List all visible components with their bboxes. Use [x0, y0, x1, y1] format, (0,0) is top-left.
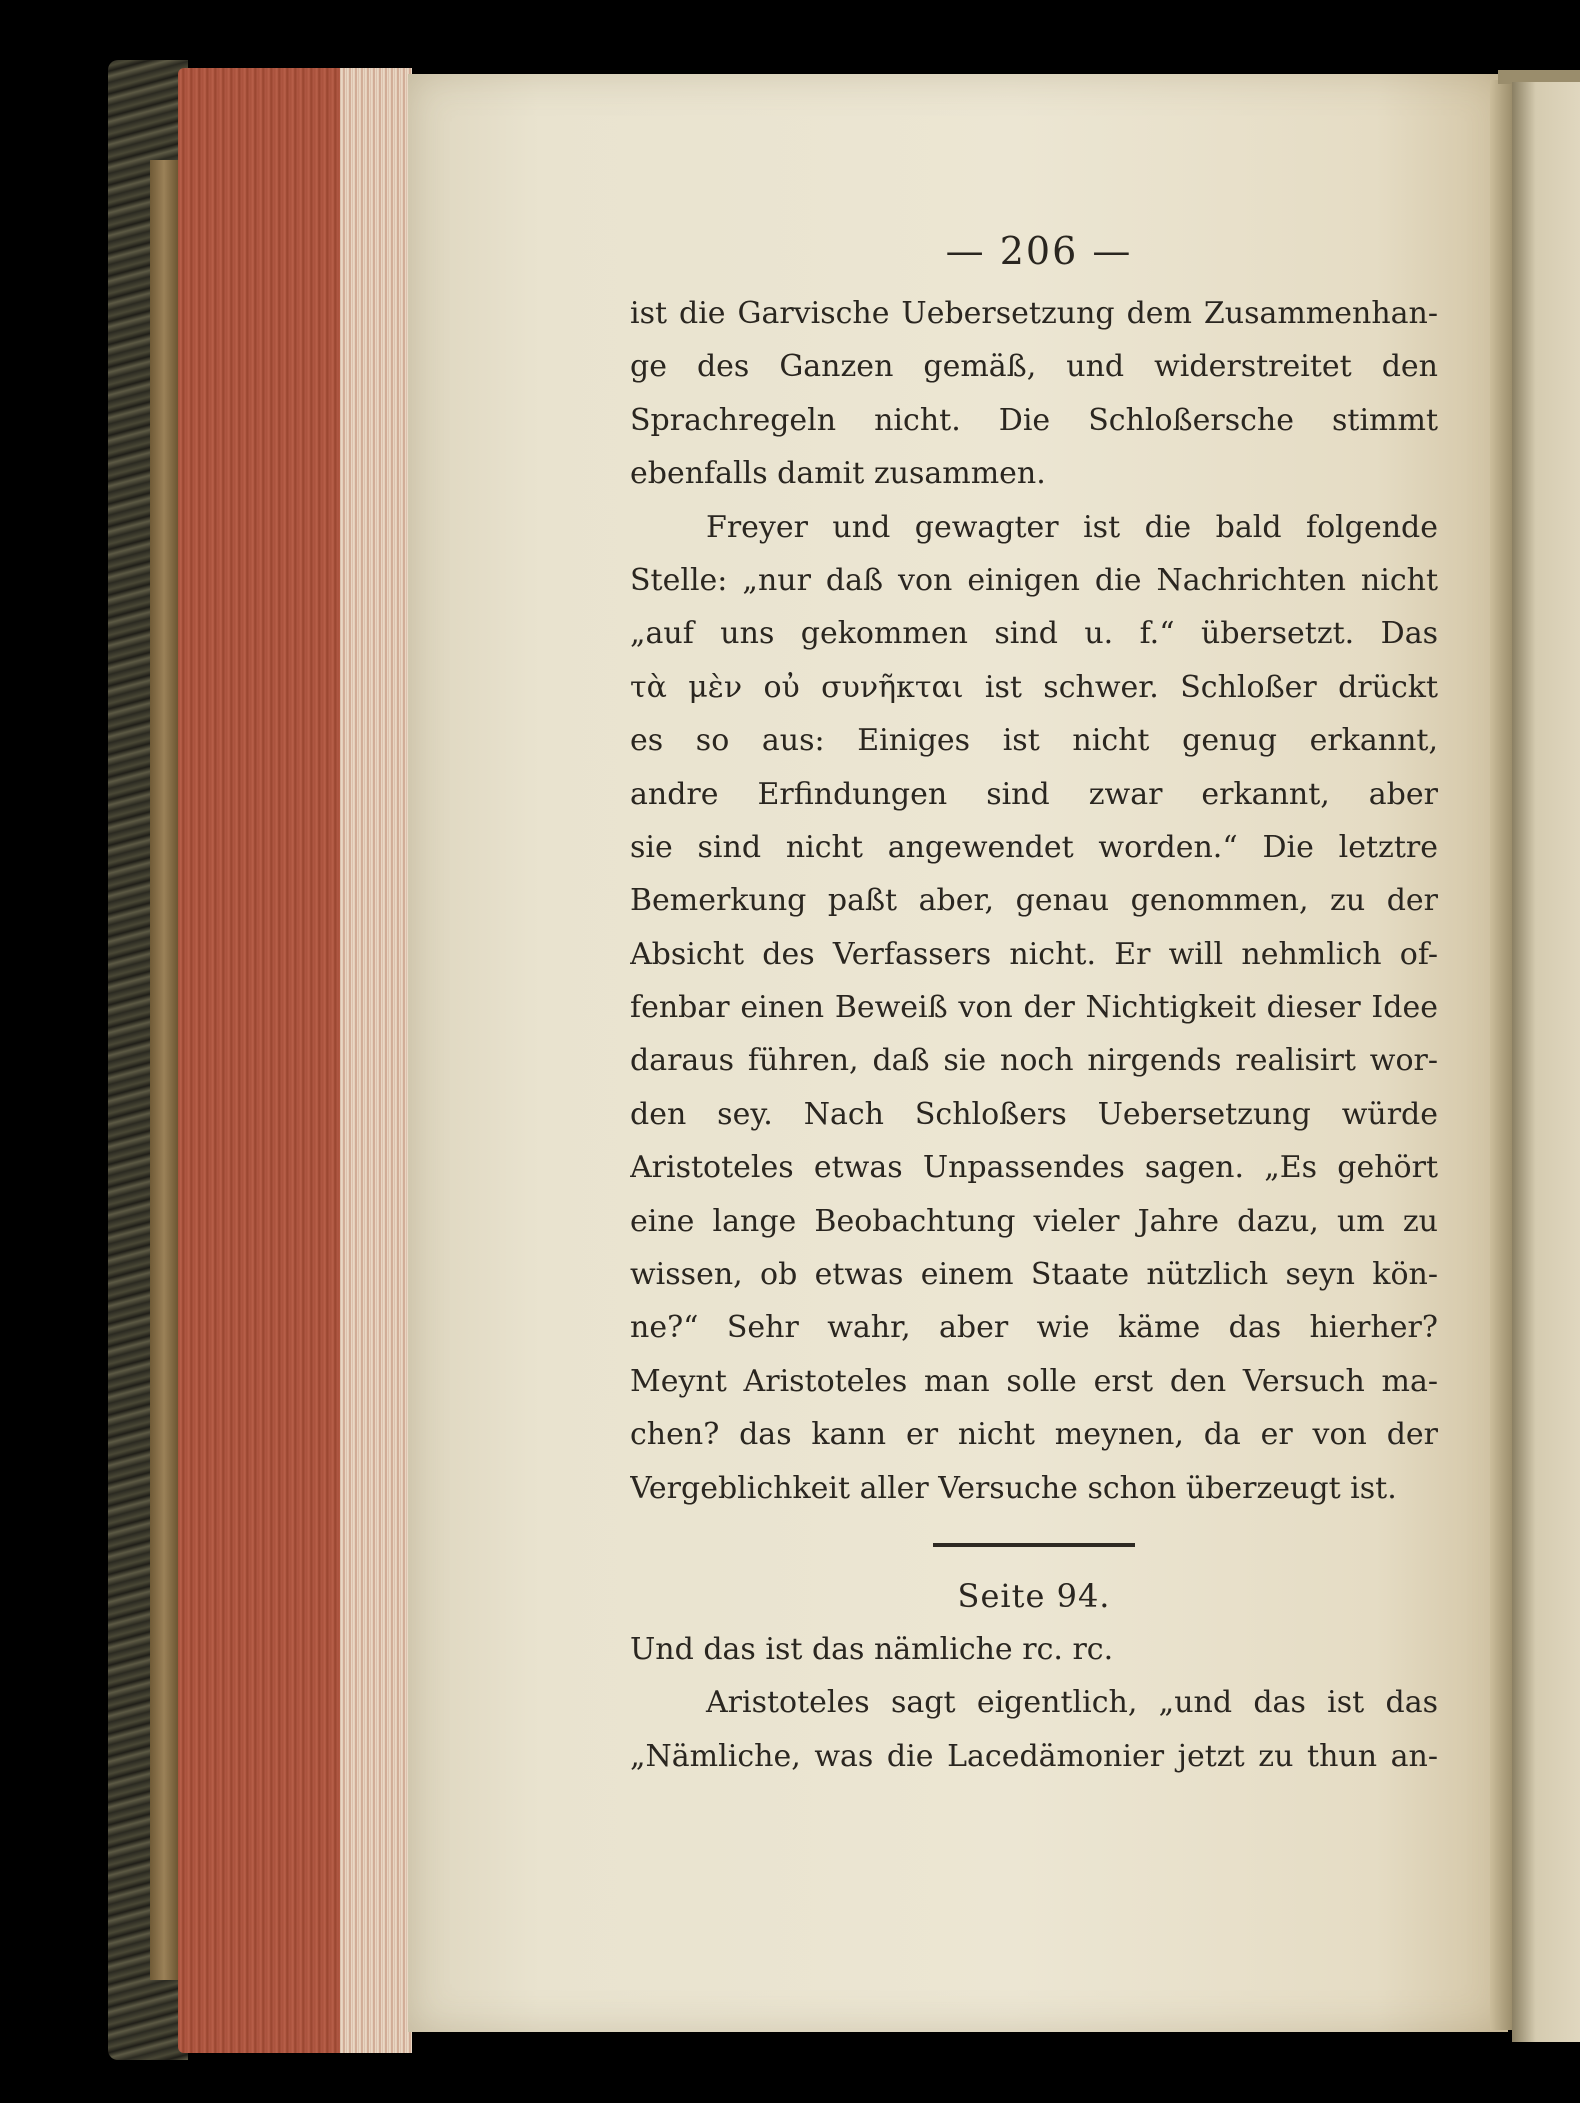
text-line: es so aus: Einiges ist nicht genug erkannt,	[630, 723, 1438, 759]
text-line: Aristoteles etwas Unpassendes sagen. „Es gehört	[630, 1150, 1438, 1186]
text-line: fenbar einen Beweiß von der Nichtigkeit dieser Idee	[630, 990, 1438, 1026]
paragraph-3	[630, 1623, 1438, 1676]
section-heading: Seite 94.	[957, 1576, 1111, 1615]
text-line: Absicht des Verfassers nicht. Er will nehmlich of-	[630, 936, 1438, 972]
text-line: andre Erfindungen sind zwar erkannt, aber	[630, 776, 1438, 812]
text-line: ist die Garvische Uebersetzung dem Zusammenhan-	[630, 296, 1438, 331]
paragraph-4	[630, 1676, 1438, 1783]
text-line: „Nämliche, was die Lacedämonier jetzt zu thun an-	[630, 1738, 1438, 1774]
text-line: Freyer und gewagter ist die bald folgende	[706, 509, 1438, 545]
text-line: den sey. Nach Schloßers Uebersetzung würde	[630, 1096, 1438, 1132]
paragraph-2	[630, 501, 1438, 1515]
section-divider-rule	[933, 1543, 1135, 1547]
text-line: „auf uns gekommen sind u. f.“ übersetzt. Das	[630, 616, 1438, 652]
text-line: Vergeblichkeit aller Versuche schon überzeugt ist.	[630, 1470, 1397, 1506]
text-line: ne?“ Sehr wahr, aber wie käme das hierher?	[630, 1310, 1438, 1346]
text-line: wissen, ob etwas einem Staate nützlich seyn kön-	[630, 1257, 1438, 1293]
text-line: daraus führen, daß sie noch nirgends realisirt wor-	[630, 1043, 1438, 1079]
text-line: Aristoteles sagt eigentlich, „und das ist das	[706, 1685, 1438, 1721]
facing-page-edge	[1512, 82, 1580, 2042]
text-line: Meynt Aristoteles man solle erst den Versuch ma-	[630, 1363, 1438, 1399]
text-line: Sprachregeln nicht. Die Schloßersche stimmt	[630, 402, 1438, 438]
paragraph-1	[630, 287, 1438, 501]
page-number: — 206 —	[945, 229, 1133, 273]
text-line: Bemerkung paßt aber, genau genommen, zu der	[630, 883, 1438, 919]
text-line: Und das ist das nämliche rc. rc.	[630, 1631, 1114, 1667]
page-stack-edges	[340, 68, 412, 2053]
text-line: sie sind nicht angewendet worden.“ Die letztre	[630, 829, 1438, 865]
text-line: chen? das kann er nicht meynen, da er von der	[630, 1417, 1438, 1453]
page-text-block	[630, 225, 1438, 1783]
text-line: Stelle: „nur daß von einigen die Nachrichten nicht	[630, 562, 1438, 598]
text-line: ebenfalls damit zusammen.	[630, 456, 1046, 492]
text-line: eine lange Beobachtung vieler Jahre dazu, um zu	[630, 1203, 1438, 1239]
text-line: τὰ μὲν οὐ συνῆκται ist schwer. Schloßer drückt	[630, 669, 1438, 705]
cover-leather-edge	[150, 160, 178, 1980]
text-line: ge des Ganzen gemäß, und widerstreitet den	[630, 349, 1438, 385]
